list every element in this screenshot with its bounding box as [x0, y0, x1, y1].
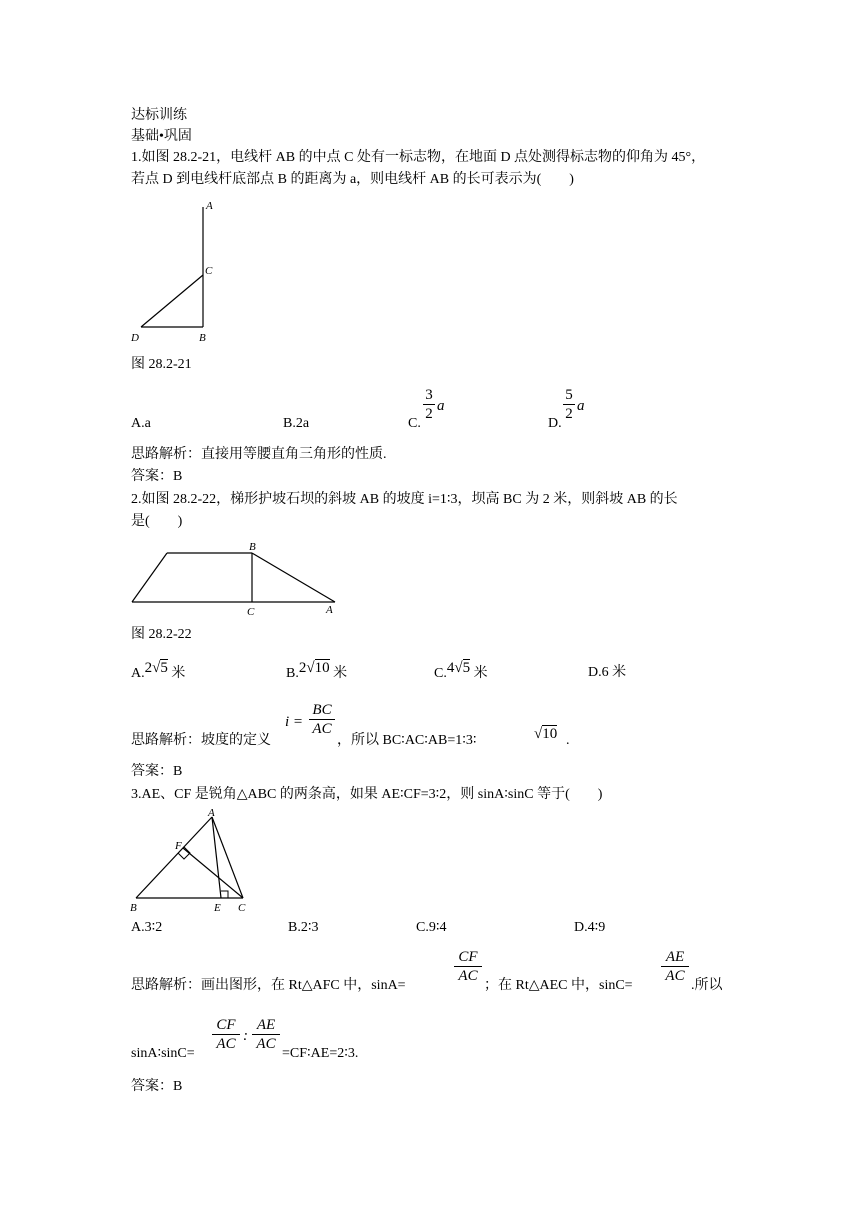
q2-formula-lhs: i = [285, 714, 304, 730]
q3-frac3: CF AC [212, 1016, 240, 1053]
q1-label-d: D [131, 332, 139, 344]
q3-label-a: A [208, 807, 215, 819]
q1-analysis: 思路解析：直接用等腰直角三角形的性质. [131, 447, 387, 462]
section-heading: 达标训练 [131, 108, 187, 123]
q3-analysis2-b: =CF∶AE=2∶3. [282, 1046, 359, 1061]
q1-label-b: B [199, 332, 206, 344]
section-subheading: 基础•巩固 [131, 129, 192, 144]
q1-text-line2: 若点 D 到电线杆底部点 B 的距离为 a，则电线杆 AB 的长可表示为( ) [131, 172, 574, 187]
q3-analysis2-a: sinA∶sinC= [131, 1046, 195, 1061]
q3-text-line1: 3.AE、CF 是锐角△ABC 的两条高，如果 AE∶CF=3∶2，则 sinA∶sinC 等于( ) [131, 787, 603, 802]
q1-option-d-var: a [577, 398, 585, 414]
q3-label-c: C [238, 902, 246, 914]
q1-option-d-fraction: 5 2 [563, 386, 575, 423]
q3-option-b: B.2∶3 [288, 920, 319, 935]
q2-option-d: D.6 米 [588, 665, 627, 680]
q3-frac1: CF AC [454, 948, 482, 985]
q2-option-a: A.2√5 米 [131, 660, 186, 681]
q2-analysis-prefix: 思路解析：坡度的定义 [131, 733, 271, 748]
q2-text-line2: 是( ) [131, 514, 183, 529]
q2-label-b: B [249, 541, 256, 553]
q1-option-a: A.a [131, 416, 151, 431]
q2-text-line1: 2.如图 28.2-22，梯形护坡石坝的斜坡 AB 的坡度 i=1∶3，坝高 BC 为 2 米，则斜坡 AB 的长 [131, 492, 678, 507]
q1-figure [125, 195, 235, 350]
q3-option-c: C.9∶4 [416, 920, 447, 935]
q3-figure [125, 804, 260, 916]
q3-frac4: AE AC [252, 1016, 280, 1053]
q3-analysis1-a: 思路解析：画出图形，在 Rt△AFC 中，sinA= [131, 978, 406, 993]
q1-answer: 答案：B [131, 469, 183, 484]
q1-label-c: C [205, 265, 213, 277]
q1-label-a: A [206, 200, 213, 212]
q2-label-c: C [247, 606, 255, 618]
q2-formula-fraction: BC AC [309, 701, 335, 738]
q3-option-a: A.3∶2 [131, 920, 163, 935]
q2-option-c: C.4√5 米 [434, 660, 488, 681]
q3-colon: : [243, 1028, 248, 1044]
q3-label-b: B [130, 902, 137, 914]
q2-analysis-mid: ，所以 BC∶AC∶AB=1∶3∶ [337, 733, 477, 748]
q3-answer: 答案：B [131, 1079, 183, 1094]
q3-label-f: F [175, 840, 182, 852]
q1-option-c-prefix: C. [408, 416, 421, 431]
q3-analysis1-c: .所以 [691, 978, 723, 993]
q2-analysis-radical: √10 [534, 726, 558, 742]
q2-label-a: A [326, 604, 333, 616]
q1-option-c-var: a [437, 398, 445, 414]
q1-option-d-prefix: D. [548, 416, 562, 431]
q2-answer: 答案：B [131, 764, 183, 779]
q1-option-c-fraction: 3 2 [423, 386, 435, 423]
q1-option-b: B.2a [283, 416, 310, 431]
q1-text-line1: 1.如图 28.2-21，电线杆 AB 的中点 C 处有一标志物，在地面 D 点处测得标志物的仰角为 45°， [131, 150, 706, 165]
q2-analysis-end: . [566, 733, 570, 748]
q2-option-b: B.2√10 米 [286, 660, 348, 681]
q2-figure [125, 538, 345, 620]
q3-frac2: AE AC [661, 948, 689, 985]
q3-analysis1-b: ；在 Rt△AEC 中，sinC= [484, 978, 633, 993]
q1-caption: 图 28.2-21 [131, 357, 192, 372]
q3-label-e: E [214, 902, 221, 914]
q2-caption: 图 28.2-22 [131, 627, 192, 642]
q3-option-d: D.4∶9 [574, 920, 606, 935]
